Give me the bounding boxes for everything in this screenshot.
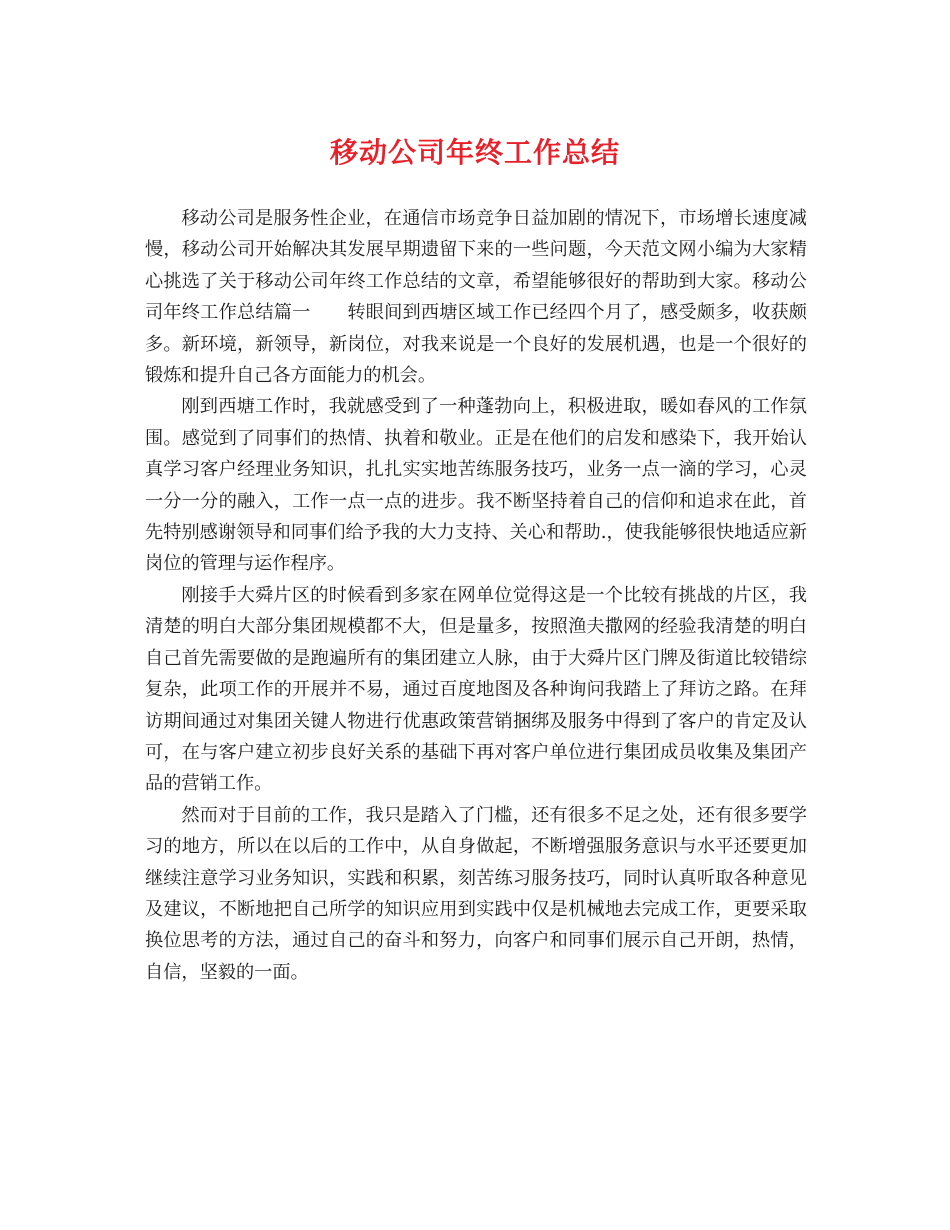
paragraph-1: 移动公司是服务性企业，在通信市场竞争日益加剧的情况下，市场增长速度减慢，移动公司开始解决其发展早期遗留下来的一些问题，今天范文网小编为大家精心挑选了关于移动公司年终工作总结的文章，希望能够很好的帮助到大家。移动公司年终工作总结篇一 转眼间到西塘区域工作已经四个月了，感受颇多，收获颇多。新环境，新领导，新岗位，对我来说是一个良好的发展机遇，也是一个很好的锻炼和提升自己各方面能力的机会。 [145,208,807,387]
paragraph-2: 刚到西塘工作时，我就感受到了一种蓬勃向上，积极进取，暖如春风的工作氛围。感觉到了同事们的热情、执着和敬业。正是在他们的启发和感染下，我开始认真学习客户经理业务知识，扎扎实实地苦练服务技巧，业务一点一滴的学习，心灵一分一分的融入，工作一点一点的进步。我不断坚持着自己的信仰和追求在此，首先特别感谢领导和同事们给予我的大力支持、关心和帮助.，使我能够很快地适应新岗位的管理与运作程序。 [145,396,807,575]
document-body [145,203,807,988]
paragraph-3: 刚接手大舜片区的时候看到多家在网单位觉得这是一个比较有挑战的片区，我清楚的明白大部分集团规模都不大，但是量多，按照渔夫撒网的经验我清楚的明白自己首先需要做的是跑遍所有的集团建立人脉，由于大舜片区门牌及街道比较错综复杂，此项工作的开展并不易，通过百度地图及各种询问我踏上了拜访之路。在拜访期间通过对集团关键人物进行优惠政策营销捆绑及服务中得到了客户的肯定及认可，在与客户建立初步良好关系的基础下再对客户单位进行集团成员收集及集团产品的营销工作。 [145,584,807,795]
paragraph-4: 然而对于目前的工作，我只是踏入了门槛，还有很多不足之处，还有很多要学习的地方，所以在以后的工作中，从自身做起，不断增强服务意识与水平还要更加继续注意学习业务知识，实践和积累，刻苦练习服务技巧，同时认真听取各种意见及建议，不断地把自己所学的知识应用到实践中仅是机械地去完成工作，更要采取换位思考的方法，通过自己的奋斗和努力，向客户和同事们展示自己开朗，热情，自信，坚毅的一面。 [145,804,807,983]
document-title: 移动公司年终工作总结 [329,136,620,169]
